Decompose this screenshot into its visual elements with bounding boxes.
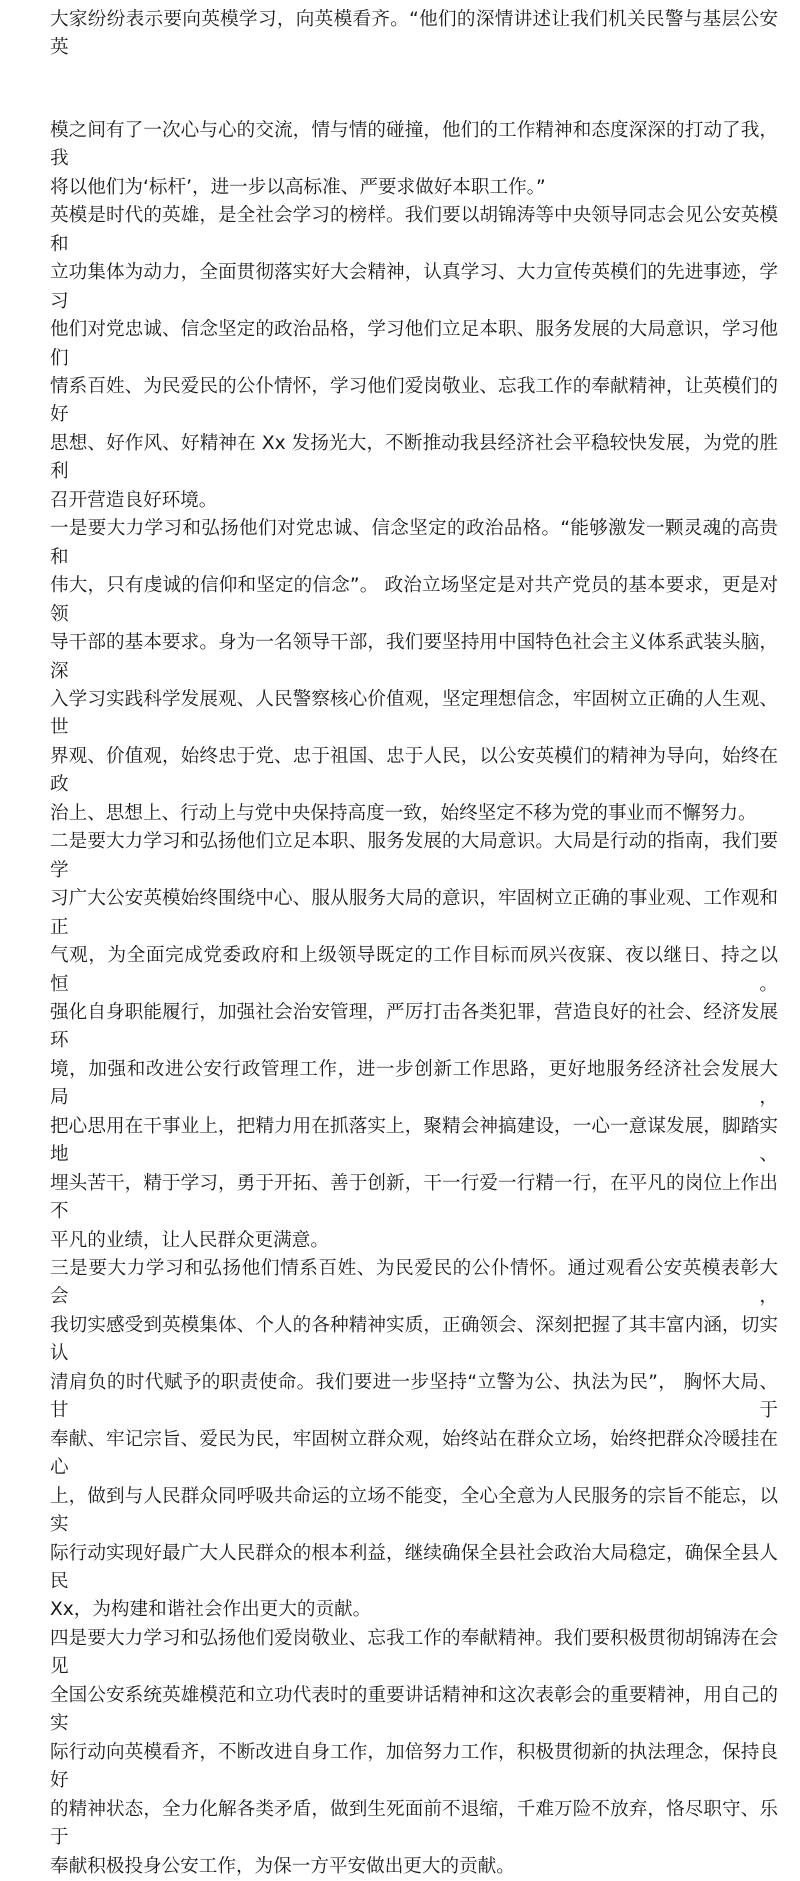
text-line: 四是要大力学习和弘扬他们爱岗敬业、忘我工作的奉献精神。我们要积极贯彻胡锦涛在会见 xyxy=(50,1627,778,1678)
text-line: 上，做到与人民群众同呼吸共命运的立场不能变，全心全意为人民服务的宗旨不能忘，以实 xyxy=(50,1485,778,1536)
text-line: 入学习实践科学发展观、人民警察核心价值观，坚定理想信念，牢固树立正确的人生观、世 xyxy=(50,688,778,739)
text-line: 全国公安系统英雄模范和立功代表时的重要讲话精神和这次表彰会的重要精神，用自己的实 xyxy=(50,1684,778,1735)
text-line: 思想、好作风、好精神在 Xx 发扬光大，不断推动我县经济社会平稳较快发展，为党的胜利 xyxy=(50,432,778,483)
text-line: 强化自身职能履行，加强社会治安管理，严厉打击各类犯罪，营造良好的社会、经济发展环 xyxy=(50,1001,778,1052)
page-break-gap xyxy=(50,63,778,117)
paragraph xyxy=(50,828,778,1255)
paragraph xyxy=(50,515,778,828)
text-line: 际行动实现好最广大人民群众的根本利益，继续确保全县社会政治大局稳定，确保全县人民 xyxy=(50,1542,778,1593)
paragraph xyxy=(50,1255,778,1625)
text-line: 我切实感受到英模集体、个人的各种精神实质，正确领会、深刻把握了其丰富内涵，切实认 xyxy=(50,1314,778,1365)
text-line: 三是要大力学习和弘扬他们情系百姓、为民爱民的公仆情怀。通过观看公安英模表彰大会， xyxy=(50,1258,778,1308)
document-body xyxy=(50,0,778,1881)
text-line: Xx，为构建和谐社会作出更大的贡献。 xyxy=(50,1599,372,1621)
text-line: 将以他们为‘标杆’，进一步以高标准、严要求做好本职工作。” xyxy=(50,176,546,198)
text-line: 境，加强和改进公安行政管理工作，进一步创新工作思路，更好地服务经济社会发展大局， xyxy=(50,1058,778,1109)
text-line: 气观，为全面完成党委政府和上级领导既定的工作目标而夙兴夜寐、夜以继日、持之以恒。 xyxy=(50,945,778,995)
text-line: 二是要大力学习和弘扬他们立足本职、服务发展的大局意识。大局是行动的指南，我们要学 xyxy=(50,831,778,881)
text-line: 导干部的基本要求。身为一名领导干部，我们要坚持用中国特色社会主义体系武装头脑，深 xyxy=(50,632,778,682)
text-line: 把心思用在干事业上，把精力用在抓落实上，聚精会神搞建设，一心一意谋发展，脚踏实地、 xyxy=(50,1115,778,1166)
paragraphs xyxy=(50,202,778,1881)
text-line: 清肩负的时代赋予的职责使命。我们要进一步坚持“立警为公、执法为民”， 胸怀大局、甘于 xyxy=(50,1371,778,1422)
text-line: 情系百姓、为民爱民的公仆情怀，学习他们爱岗敬业、忘我工作的奉献精神，让英模们的好 xyxy=(50,375,778,426)
text-line: 奉献、牢记宗旨、爱民为民，牢固树立群众观，始终站在群众立场，始终把群众冷暖挂在心 xyxy=(50,1428,778,1479)
text-line: 奉献积极投身公安工作，为保一方平安做出更大的贡献。 xyxy=(50,1855,515,1877)
text-line: 他们对党忠诚、信念坚定的政治品格，学习他们立足本职、服务发展的大局意识，学习他们 xyxy=(50,319,778,369)
text-line: 习广大公安英模始终围绕中心、服从服务大局的意识，牢固树立正确的事业观、工作观和正 xyxy=(50,888,778,938)
text-line: 立功集体为动力，全面贯彻落实好大会精神，认真学习、大力宣传英模们的先进事迹，学习 xyxy=(50,262,778,312)
text-line: 大家纷纷表示要向英模学习，向英模看齐。“他们的深情讲述让我们机关民警与基层公安英 xyxy=(50,9,778,59)
text-line: 界观、价值观，始终忠于党、忠于祖国、忠于人民，以公安英模们的精神为导向，始终在政 xyxy=(50,745,778,796)
text-line: 治上、思想上、行动上与党中央保持高度一致，始终坚定不移为党的事业而不懈努力。 xyxy=(50,802,757,824)
text-line: 一是要大力学习和弘扬他们对党忠诚、信念坚定的政治品格。“能够激发一颗灵魂的高贵和 xyxy=(50,518,778,568)
text-line: 模之间有了一次心与心的交流，情与情的碰撞，他们的工作精神和态度深深的打动了我，我 xyxy=(50,119,778,170)
text-line: 的精神状态，全力化解各类矛盾，做到生死面前不退缩，千难万险不放弃，恪尽职守、乐于 xyxy=(50,1798,778,1849)
text-line: 召开营造良好环境。 xyxy=(50,489,218,511)
text-line: 伟大，只有虔诚的信仰和坚定的信念”。 政治立场坚定是对共产党员的基本要求，更是对领 xyxy=(50,575,778,625)
paragraph xyxy=(50,1625,778,1881)
text-line: 英模是时代的英雄，是全社会学习的榜样。我们要以胡锦涛等中央领导同志会见公安英模和 xyxy=(50,205,778,255)
text-line: 平凡的业绩，让人民群众更满意。 xyxy=(50,1229,329,1251)
paragraph xyxy=(50,202,778,515)
text-line: 际行动向英模看齐，不断改进自身工作，加倍努力工作，积极贯彻新的执法理念，保持良好 xyxy=(50,1741,778,1792)
text-line: 埋头苦干，精于学习，勇于开拓、善于创新，干一行爱一行精一行，在平凡的岗位上作出不 xyxy=(50,1172,778,1223)
